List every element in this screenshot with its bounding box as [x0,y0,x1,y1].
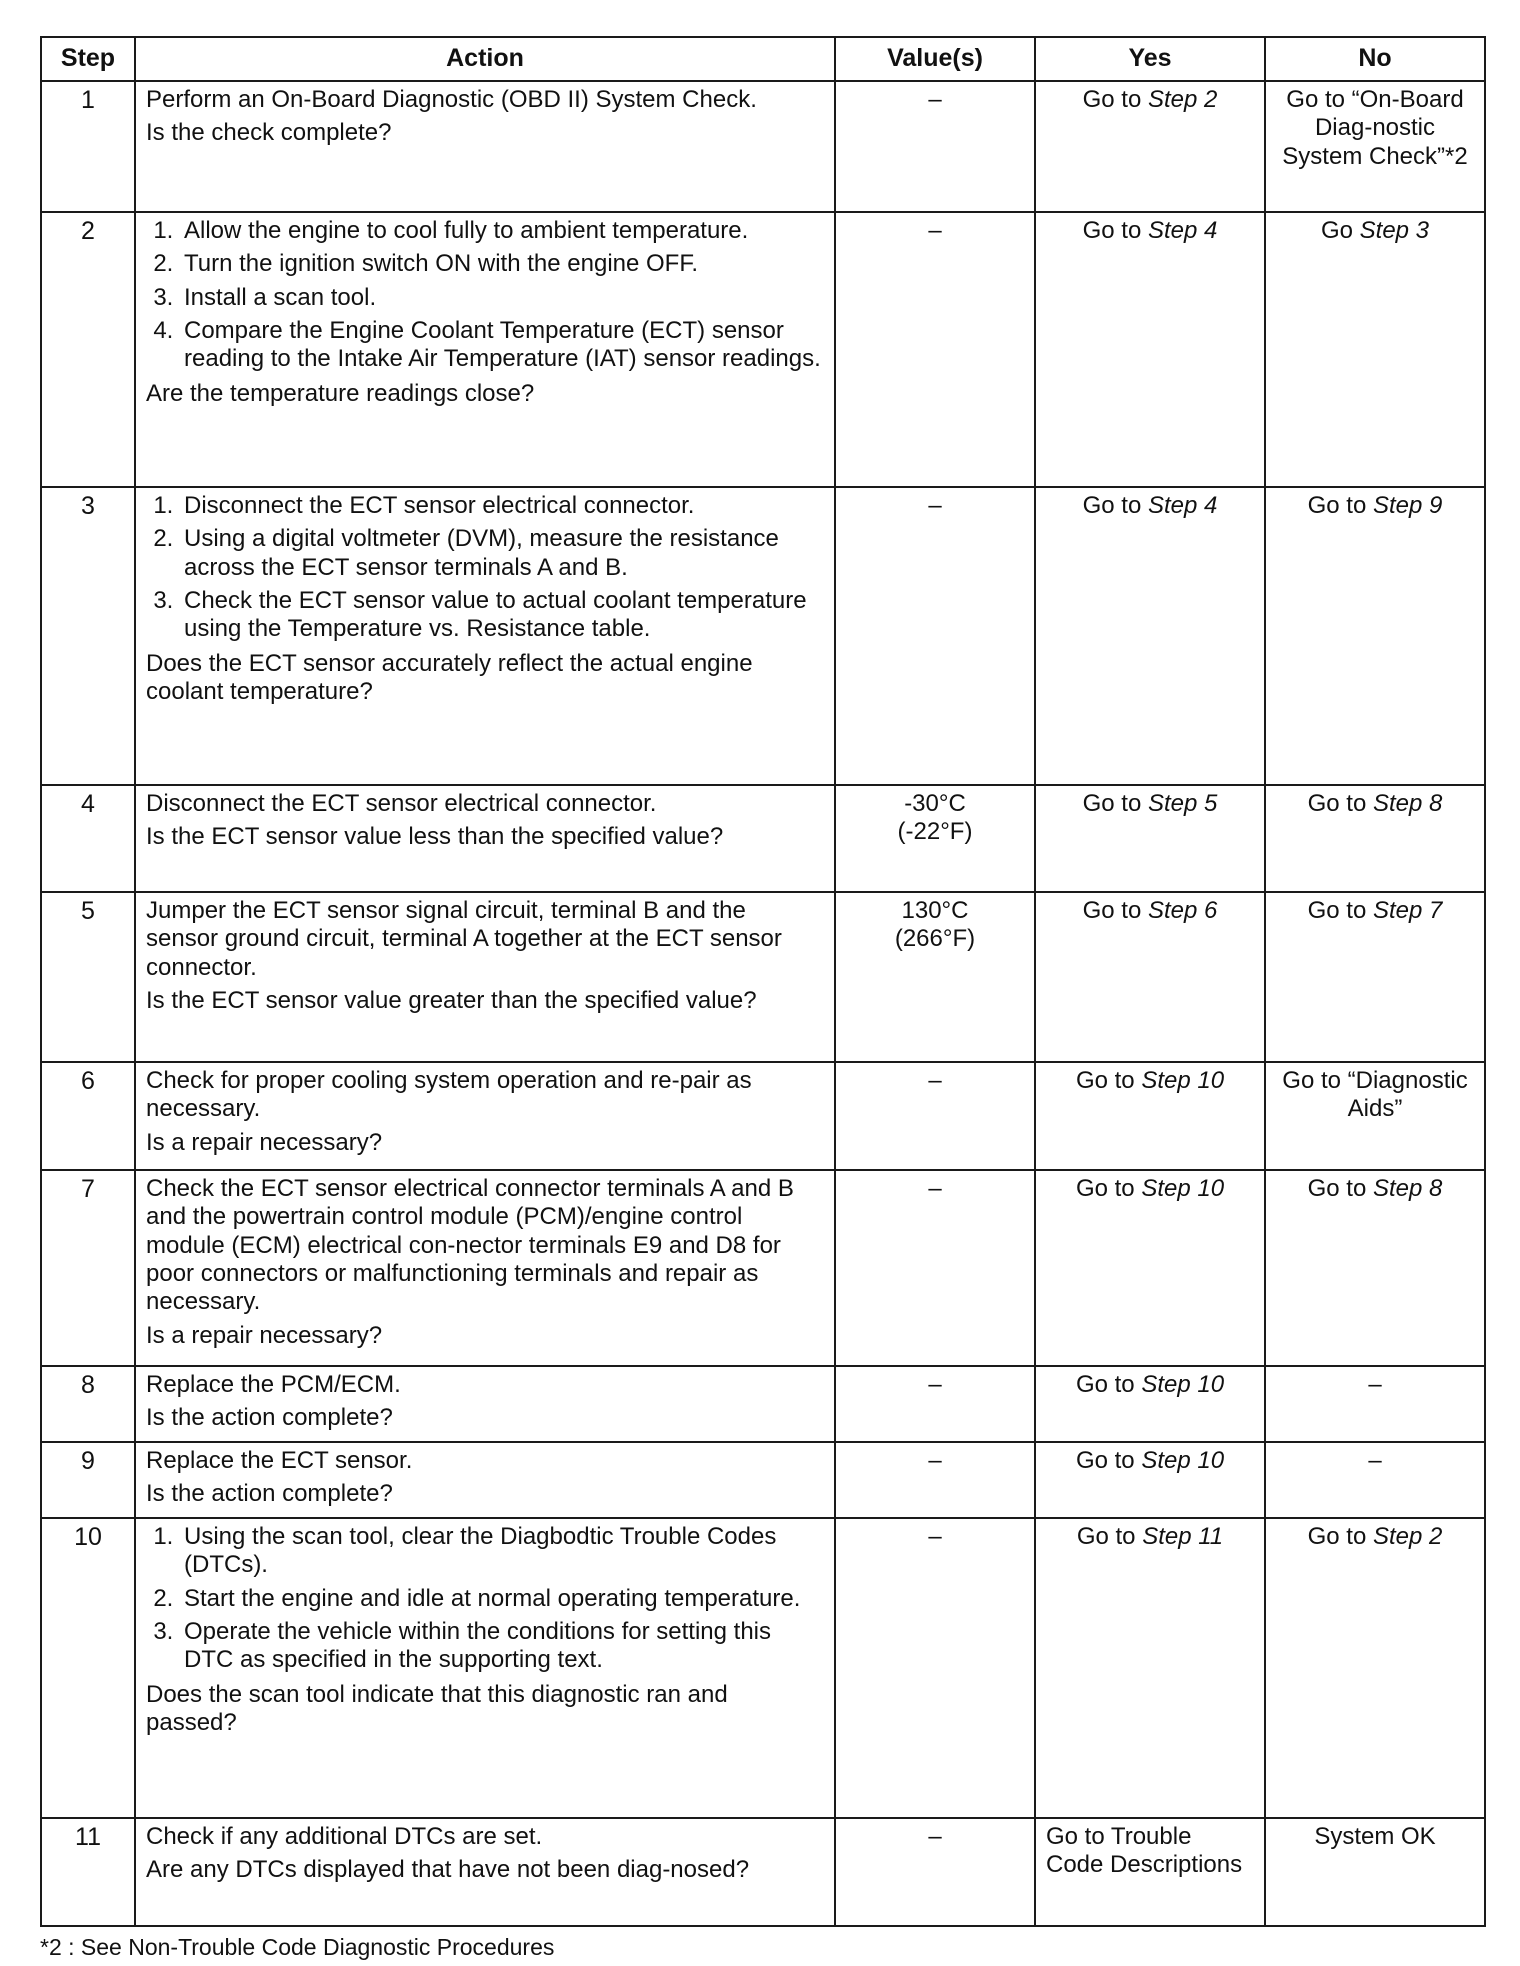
yes-step-link[interactable]: Step 5 [1147,790,1218,817]
yes-prefix: Go to [1082,897,1148,924]
value-cell: – [835,81,1035,212]
value-cell: – [835,1062,1035,1170]
action-question: Are the temperature readings close? [146,379,535,407]
no-step-link[interactable]: Step 2 [1372,1523,1443,1550]
header-values: Value(s) [835,37,1035,81]
header-action: Action [135,37,835,81]
yes-cell [1035,892,1265,1062]
no-prefix: Go to [1307,790,1373,817]
yes-cell [1035,1518,1265,1818]
action-cell [135,487,835,785]
no-prefix: Go to [1307,1523,1373,1550]
procedure-item: 2. Using a digital voltmeter (DVM), measure the resistance across the ECT sensor terminals A and B. [180,525,824,582]
table-row [41,1442,1485,1518]
value-cell: – [835,1518,1035,1818]
procedure-item: 4. Compare the Engine Coolant Temperature (ECT) sensor reading to the Intake Air Temperature (IAT) sensor readings. [180,317,824,374]
yes-cell[interactable]: Go to Trouble Code Descriptions [1035,1818,1265,1926]
yes-prefix: Go to [1082,790,1148,817]
table-row [41,785,1485,892]
yes-prefix: Go to [1075,1175,1142,1202]
procedure-item: 2. Turn the ignition switch ON with the engine OFF. [180,250,824,278]
step-number: 1 [41,81,135,212]
no-step-link[interactable]: Step 8 [1372,1175,1443,1202]
no-cell [1265,892,1485,1062]
no-step-link[interactable]: Step 3 [1359,217,1430,244]
value-cell: – [835,1442,1035,1518]
no-step-link[interactable]: Step 8 [1372,790,1443,817]
yes-step-link[interactable]: Step 6 [1147,897,1218,924]
table-row [41,487,1485,785]
value-cell: – [835,1366,1035,1442]
yes-cell [1035,1366,1265,1442]
step-number: 7 [41,1170,135,1366]
procedure-item: 1. Disconnect the ECT sensor electrical connector. [180,492,824,520]
no-cell: System OK [1265,1818,1485,1926]
no-prefix: Go to [1307,1175,1373,1202]
yes-step-link[interactable]: Step 4 [1147,492,1218,519]
diagnostic-table [40,36,1486,1927]
yes-cell [1035,785,1265,892]
action-text: Check the ECT sensor electrical connector terminals A and B and the powertrain control module (PCM)/engine control module (ECM) electrical con-nector terminals E9 and D8 for poor connectors or malfunctioning terminals and repair as necessary. [146,1175,794,1316]
action-text: Jumper the ECT sensor signal circuit, terminal B and the sensor ground circuit, terminal A together at the ECT sensor connector. [146,897,782,981]
step-number: 5 [41,892,135,1062]
value-celsius: -30°C [904,790,966,817]
action-question: Is the action complete? [146,1404,393,1432]
yes-prefix: Go to [1082,217,1148,244]
yes-cell [1035,212,1265,487]
action-text: Disconnect the ECT sensor electrical connector. [146,790,657,817]
no-cell [1265,487,1485,785]
action-question: Does the ECT sensor accurately reflect the actual engine coolant temperature? [146,649,753,705]
value-cell [835,785,1035,892]
yes-prefix: Go to [1076,1523,1143,1550]
procedure-list [146,492,824,644]
no-cell [1265,1170,1485,1366]
action-cell [135,892,835,1062]
procedure-item: 3. Operate the vehicle within the conditions for setting this DTC as specified in the supporting text. [180,1618,824,1675]
step-number: 9 [41,1442,135,1518]
no-prefix: Go to [1307,492,1373,519]
action-cell [135,1518,835,1818]
no-cell: – [1265,1366,1485,1442]
action-question: Are any DTCs displayed that have not been diag-nosed? [146,1856,750,1884]
step-number: 2 [41,212,135,487]
table-row [41,81,1485,212]
procedure-item: 1. Using the scan tool, clear the Diagbodtic Trouble Codes (DTCs). [180,1523,824,1580]
action-text: Check if any additional DTCs are set. [146,1823,543,1850]
value-fahrenheit: (-22°F) [897,818,973,846]
no-cell [1265,1518,1485,1818]
table-row [41,1170,1485,1366]
procedure-list [146,1523,824,1675]
action-question: Is a repair necessary? [146,1321,383,1349]
table-row [41,1062,1485,1170]
action-question: Is a repair necessary? [146,1128,383,1156]
yes-cell [1035,1170,1265,1366]
header-row [41,37,1485,81]
table-row [41,1818,1485,1926]
header-yes: Yes [1035,37,1265,81]
table-row [41,892,1485,1062]
action-text: Replace the PCM/ECM. [146,1371,401,1398]
action-question: Is the ECT sensor value greater than the specified value? [146,986,757,1014]
yes-step-link[interactable]: Step 10 [1141,1067,1225,1094]
no-cell [1265,785,1485,892]
action-cell [135,212,835,487]
yes-prefix: Go to [1075,1371,1142,1398]
action-cell [135,1170,835,1366]
table-row [41,1518,1485,1818]
yes-step-link[interactable]: Step 10 [1141,1447,1225,1474]
step-number: 8 [41,1366,135,1442]
yes-step-link[interactable]: Step 2 [1147,86,1218,113]
yes-cell [1035,1062,1265,1170]
yes-step-link[interactable]: Step 10 [1141,1371,1225,1398]
action-cell [135,1818,835,1926]
procedure-item: 2. Start the engine and idle at normal operating temperature. [180,1585,824,1613]
procedure-item: 1. Allow the engine to cool fully to ambient temperature. [180,217,824,245]
yes-prefix: Go to [1082,492,1148,519]
step-number: 11 [41,1818,135,1926]
yes-prefix: Go to [1075,1067,1142,1094]
yes-step-link[interactable]: Step 11 [1142,1523,1224,1550]
action-cell [135,785,835,892]
step-number: 4 [41,785,135,892]
table-row [41,212,1485,487]
procedure-item: 3. Check the ECT sensor value to actual coolant temperature using the Temperature vs. Resistance table. [180,587,824,644]
procedure-item: 3. Install a scan tool. [180,284,824,312]
yes-cell [1035,1442,1265,1518]
yes-step-link[interactable]: Step 4 [1147,217,1218,244]
header-no: No [1265,37,1485,81]
step-number: 10 [41,1518,135,1818]
value-cell [835,892,1035,1062]
value-cell: – [835,1818,1035,1926]
yes-prefix: Go to [1075,1447,1142,1474]
value-cell: – [835,212,1035,487]
no-cell[interactable]: Go to “Diagnostic Aids” [1265,1062,1485,1170]
action-question: Does the scan tool indicate that this diagnostic ran and passed? [146,1680,728,1736]
value-fahrenheit: (266°F) [894,925,976,953]
no-prefix: Go to [1307,897,1373,924]
action-cell [135,1442,835,1518]
value-cell: – [835,1170,1035,1366]
action-cell [135,81,835,212]
yes-cell [1035,487,1265,785]
value-celsius: 130°C [901,897,969,924]
header-step: Step [41,37,135,81]
action-text: Check for proper cooling system operation and re-pair as necessary. [146,1067,752,1123]
action-text: Perform an On-Board Diagnostic (OBD II) System Check. [146,86,757,113]
action-cell [135,1366,835,1442]
table-row [41,1366,1485,1442]
no-cell [1265,212,1485,487]
value-cell: – [835,487,1035,785]
no-cell: – [1265,1442,1485,1518]
action-question: Is the check complete? [146,119,392,147]
action-question: Is the ECT sensor value less than the specified value? [146,823,724,851]
footnote: *2 : See Non-Trouble Code Diagnostic Procedures [40,1934,555,1960]
yes-prefix: Go to [1082,86,1148,113]
yes-step-link[interactable]: Step 10 [1141,1175,1225,1202]
no-prefix: Go [1320,217,1360,244]
action-cell [135,1062,835,1170]
procedure-list [146,217,824,374]
no-step-link[interactable]: Step 9 [1372,492,1443,519]
action-question: Is the action complete? [146,1480,393,1508]
no-cell[interactable]: Go to “On-Board Diag-nostic System Check”*2 [1265,81,1485,212]
no-step-link[interactable]: Step 7 [1372,897,1443,924]
step-number: 3 [41,487,135,785]
yes-cell [1035,81,1265,212]
step-number: 6 [41,1062,135,1170]
action-text: Replace the ECT sensor. [146,1447,413,1474]
